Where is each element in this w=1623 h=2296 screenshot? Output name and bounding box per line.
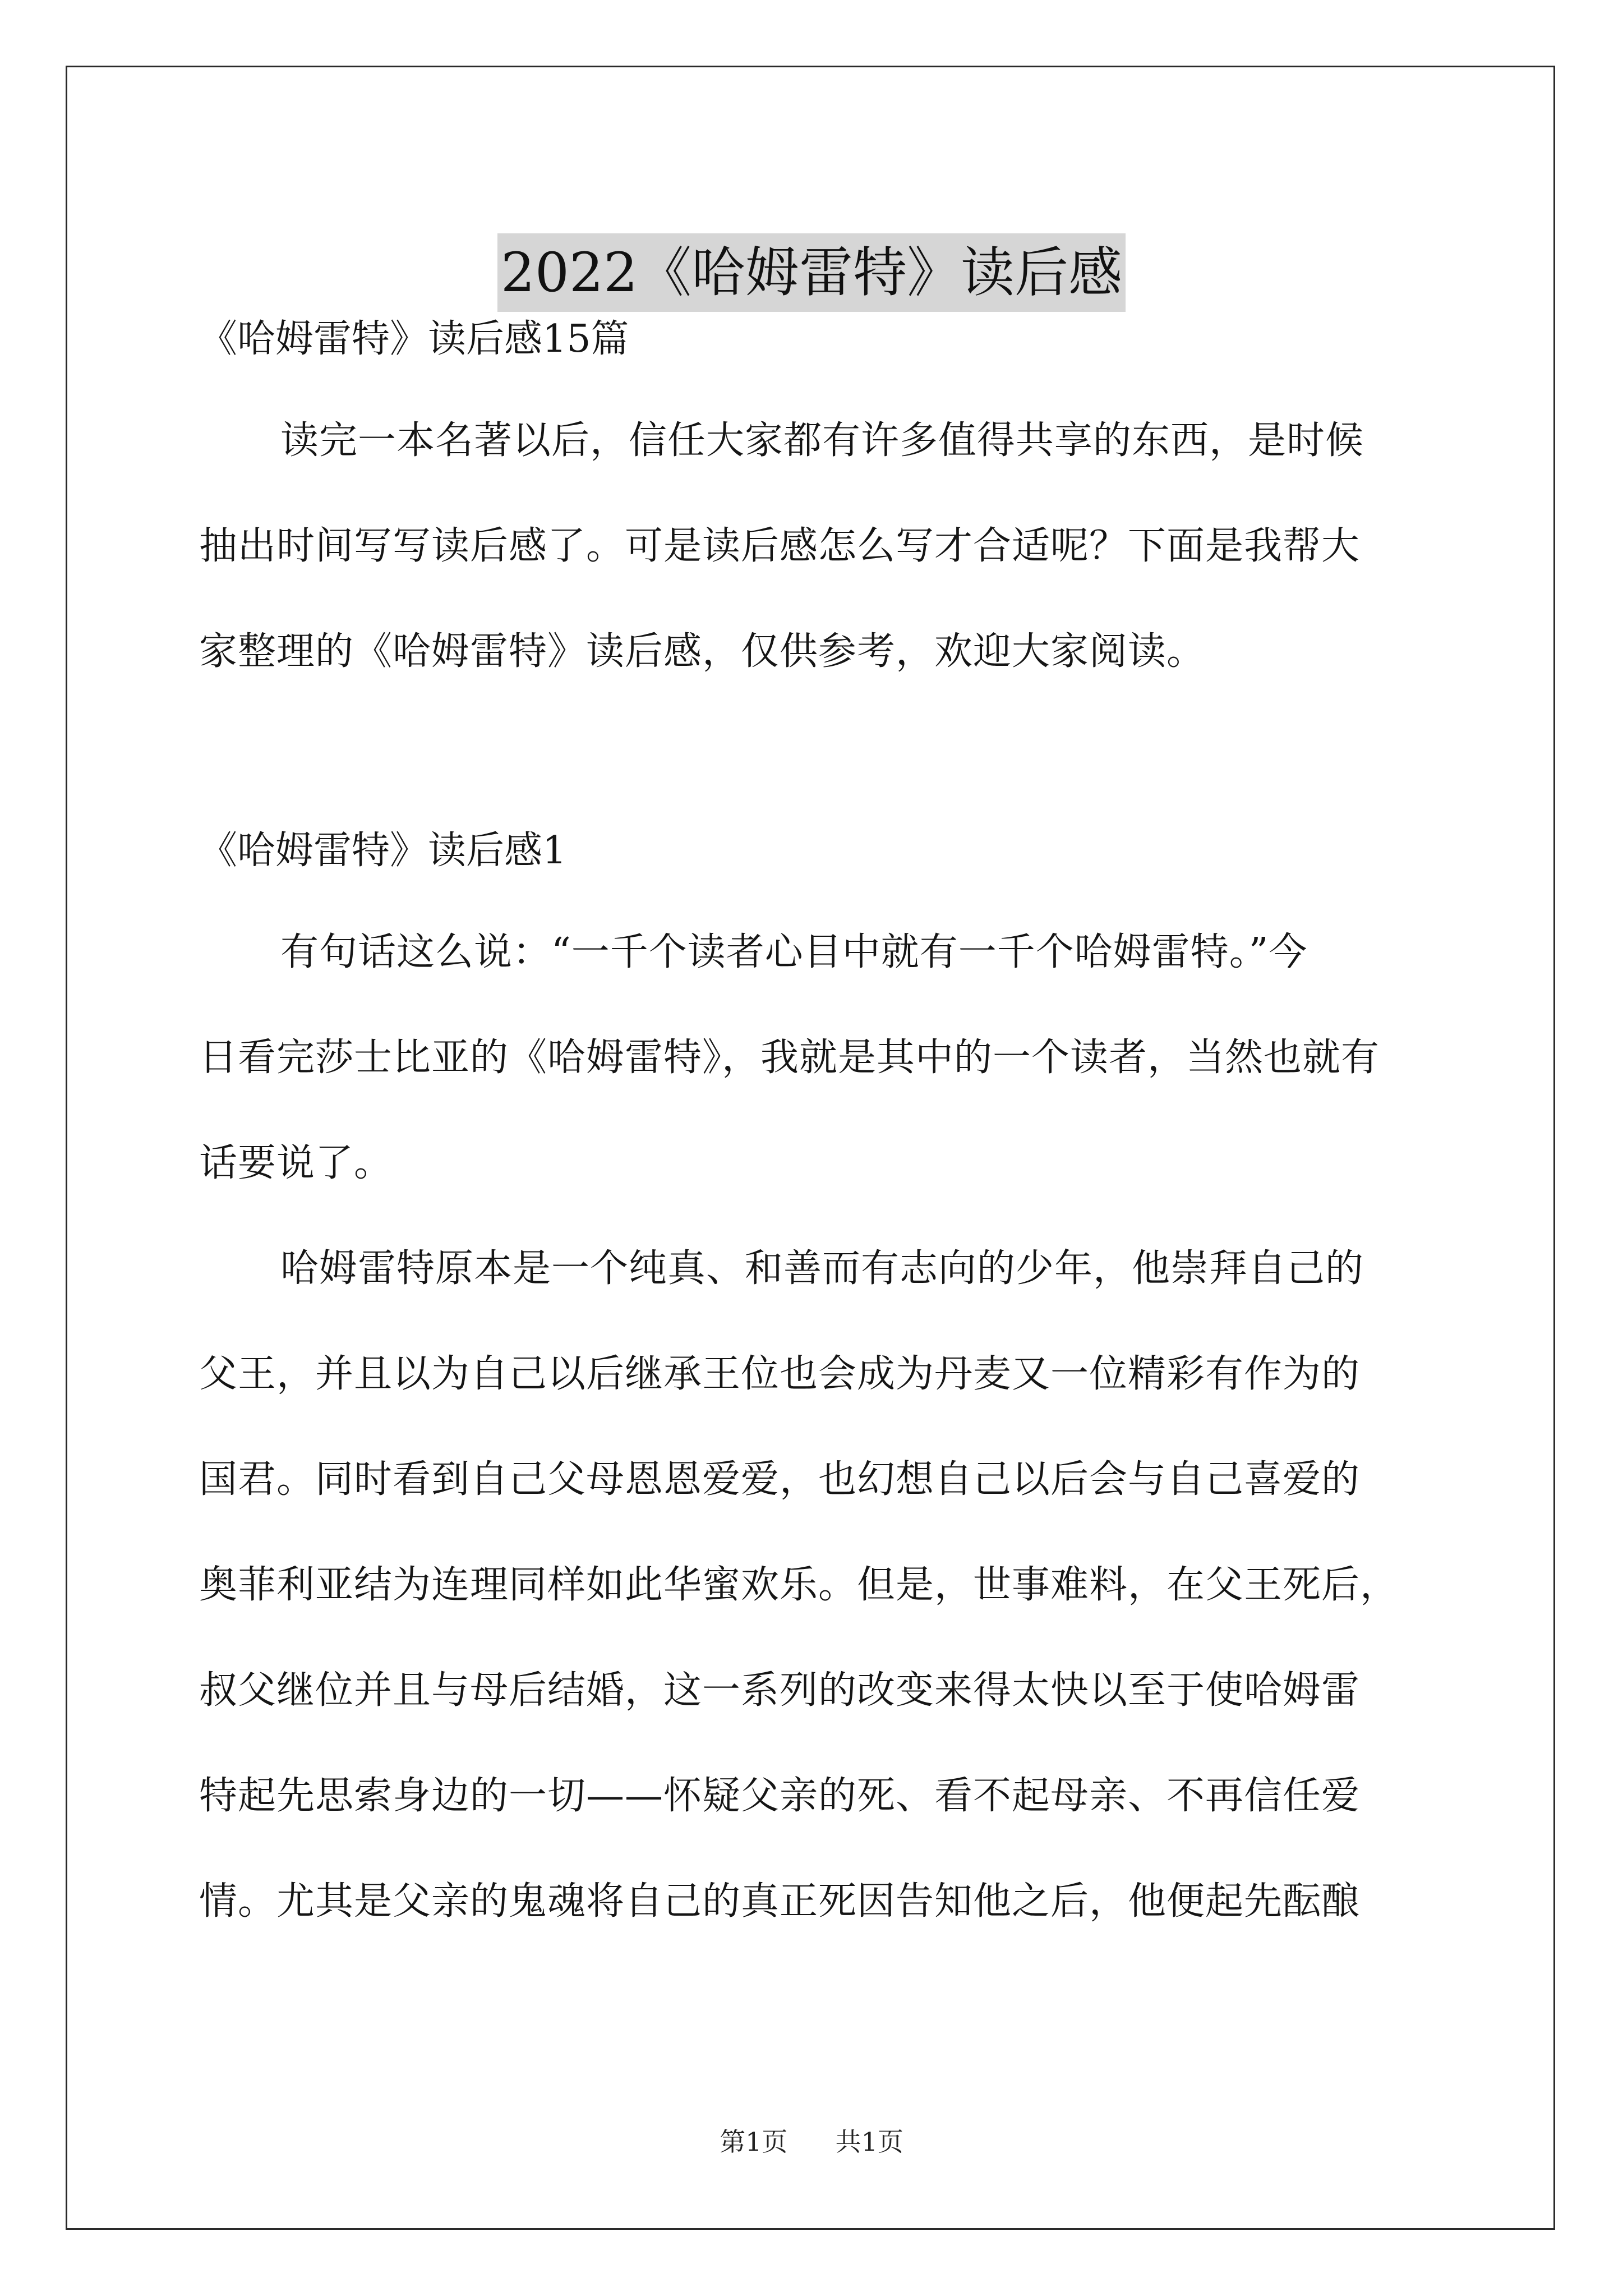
- document-title: 2022《哈姆雷特》读后感: [497, 233, 1126, 312]
- text-line: 父王，并且以为自己以后继承王位也会成为丹麦又一位精彩有作为的: [199, 1352, 1361, 1396]
- document-body: [199, 314, 1433, 1954]
- page-footer: [0, 2125, 1623, 2159]
- text-line: 情。尤其是父亲的鬼魂将自己的真正死因告知他之后，他便起先酝酿: [199, 1879, 1361, 1924]
- text-line: 读完一本名著以后，信任大家都有许多值得共享的东西，是时候: [280, 418, 1364, 463]
- text-line: 家整理的《哈姆雷特》读后感，仅供参考，欢迎大家阅读。: [199, 629, 1206, 674]
- text-line: 有句话这么说：“一千个读者心目中就有一千个哈姆雷特。”今: [280, 930, 1308, 974]
- page-total: 共1页: [835, 2127, 903, 2157]
- text-line: 哈姆雷特原本是一个纯真、和善而有志向的少年，他崇拜自己的: [280, 1246, 1364, 1291]
- paragraph-2: [199, 1216, 1433, 1954]
- text-line: 特起先思索身边的一切——怀疑父亲的死、看不起母亲、不再信任爱: [199, 1774, 1361, 1818]
- text-line: 奥菲利亚结为连理同样如此华蜜欢乐。但是，世事难料，在父王死后，: [199, 1563, 1399, 1607]
- text-line: 国君。同时看到自己父母恩恩爱爱，也幻想自己以后会与自己喜爱的: [199, 1457, 1361, 1502]
- text-line: 日看完莎士比亚的《哈姆雷特》，我就是其中的一个读者，当然也就有: [199, 1036, 1380, 1080]
- text-line: 抽出时间写写读后感了。可是读后感怎么写才合适呢？下面是我帮大: [199, 524, 1361, 568]
- page-number: 第1页: [720, 2127, 788, 2157]
- section-heading: 《哈姆雷特》读后感1: [199, 829, 567, 873]
- text-line: 话要说了。: [199, 1141, 393, 1185]
- intro-paragraph: [199, 388, 1433, 705]
- text-line: 叔父继位并且与母后结婚，这一系列的改变来得太快以至于使哈姆雷: [199, 1668, 1361, 1713]
- document-subtitle: 《哈姆雷特》读后感15篇: [199, 317, 629, 361]
- paragraph-1: [199, 900, 1433, 1216]
